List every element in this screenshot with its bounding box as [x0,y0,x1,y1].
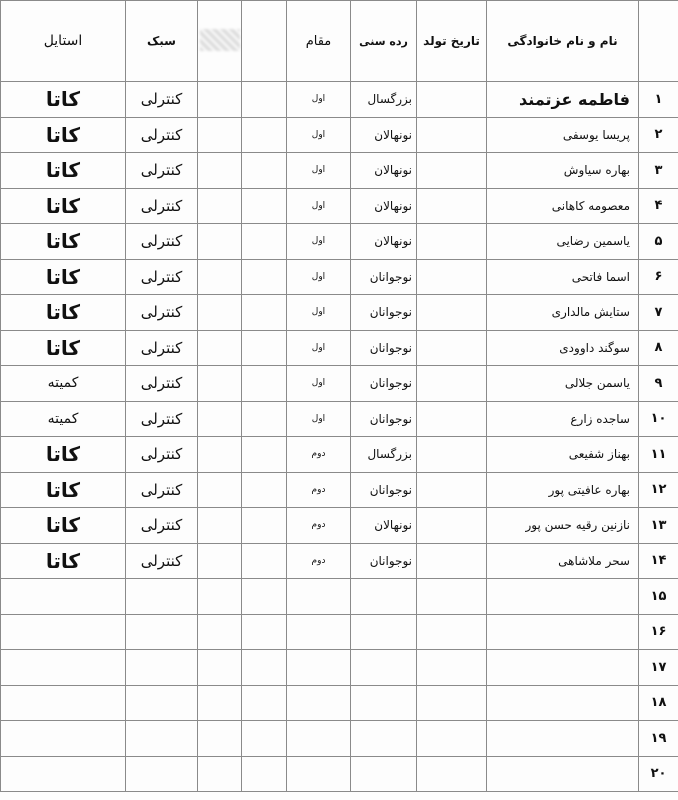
empty-cell [242,117,287,153]
full-name-cell: ستایش مالداری [487,295,639,331]
full-name-cell: بهناز شفیعی [487,437,639,473]
empty-cell [242,543,287,579]
rank-cell [287,721,351,757]
style-cell: کنترلی [126,330,198,366]
age-group-cell [351,756,417,792]
age-group-cell [351,579,417,615]
rank-cell [287,650,351,686]
empty-cell [198,472,242,508]
age-group-cell [351,721,417,757]
rank-header: مقام [287,1,351,82]
row-number-cell: ۱۷ [639,650,678,686]
full-name-cell: یاسمین رضایی [487,224,639,260]
style-cell: کنترلی [126,437,198,473]
full-name-cell: سوگند داوودی [487,330,639,366]
birth-date-cell [417,224,487,260]
table-row [1,508,678,544]
category-cell [1,756,126,792]
age-group-cell: نوجوانان [351,472,417,508]
full-name-header: نام و نام خانوادگی [487,1,639,82]
style-cell: کنترلی [126,472,198,508]
style-cell: کنترلی [126,224,198,260]
empty-cell [242,508,287,544]
age-group-cell: نوجوانان [351,401,417,437]
full-name-cell: بهاره سیاوش [487,153,639,189]
row-number-cell: ۱۹ [639,721,678,757]
birth-date-cell [417,543,487,579]
birth-date-cell [417,437,487,473]
row-number-cell: ۹ [639,366,678,402]
table-row [1,259,678,295]
row-number-cell: ۲۰ [639,756,678,792]
redacted-mark [200,29,240,51]
table-row [1,721,678,757]
birth-date-cell [417,82,487,118]
empty-cell [242,82,287,118]
rank-cell: اول [287,188,351,224]
row-number-cell: ۶ [639,259,678,295]
table-row [1,82,678,118]
birth-date-header: تاریخ تولد [417,1,487,82]
birth-date-cell [417,401,487,437]
full-name-cell: پریسا یوسفی [487,117,639,153]
empty-cell [242,295,287,331]
full-name-cell: ساجده زارع [487,401,639,437]
table-row [1,295,678,331]
age-group-cell [351,614,417,650]
category-cell [1,614,126,650]
rank-cell: دوم [287,508,351,544]
full-name-cell [487,721,639,757]
category-cell: کاتا [1,117,126,153]
full-name-cell [487,579,639,615]
row-number-cell: ۴ [639,188,678,224]
table-row [1,756,678,792]
category-cell: کاتا [1,508,126,544]
rank-cell [287,756,351,792]
empty-cell [198,756,242,792]
category-cell: کاتا [1,543,126,579]
category-cell [1,721,126,757]
age-group-cell: نونهالان [351,224,417,260]
empty-cell [198,259,242,295]
row-number-cell: ۵ [639,224,678,260]
empty-cell [198,543,242,579]
empty-cell [242,721,287,757]
table-row [1,614,678,650]
style-cell: کنترلی [126,295,198,331]
style-cell: کنترلی [126,117,198,153]
row-number-cell: ۱۶ [639,614,678,650]
row-number-cell: ۱۸ [639,685,678,721]
table-row [1,401,678,437]
rank-cell: اول [287,259,351,295]
full-name-cell [487,756,639,792]
table-row [1,117,678,153]
category-cell [1,650,126,686]
category-cell: کاتا [1,153,126,189]
empty-cell [242,330,287,366]
age-group-cell [351,685,417,721]
table-row [1,579,678,615]
rank-cell: اول [287,295,351,331]
category-cell [1,685,126,721]
birth-date-cell [417,259,487,295]
style-header: سبک [126,1,198,82]
age-group-cell: نوجوانان [351,330,417,366]
row-number-cell: ۱۵ [639,579,678,615]
rank-cell [287,579,351,615]
table-row [1,543,678,579]
empty-cell [198,437,242,473]
age-group-cell: نونهالان [351,188,417,224]
age-group-cell: نوجوانان [351,543,417,579]
style-cell: کنترلی [126,82,198,118]
birth-date-cell [417,188,487,224]
style-cell: کنترلی [126,366,198,402]
empty-cell [242,224,287,260]
empty-cell [198,650,242,686]
row-number-header [639,1,678,82]
table-body [1,82,678,792]
rank-cell: اول [287,401,351,437]
row-number-cell: ۸ [639,330,678,366]
age-group-cell: بزرگسال [351,82,417,118]
empty-cell [242,188,287,224]
table-row [1,153,678,189]
rank-cell: دوم [287,437,351,473]
style-cell: کنترلی [126,188,198,224]
style-cell: کنترلی [126,401,198,437]
age-group-cell: نوجوانان [351,259,417,295]
category-cell: کاتا [1,82,126,118]
category-cell: کمیته [1,366,126,402]
empty-cell [242,579,287,615]
empty-cell [198,117,242,153]
empty-cell [198,366,242,402]
style-cell [126,685,198,721]
empty-cell [242,685,287,721]
table-row [1,330,678,366]
category-cell: کاتا [1,330,126,366]
empty-cell [242,153,287,189]
blank-header [242,1,287,82]
full-name-cell: یاسمن جلالی [487,366,639,402]
empty-cell [242,401,287,437]
empty-cell [242,650,287,686]
row-number-cell: ۱۲ [639,472,678,508]
category-cell: کاتا [1,259,126,295]
row-number-cell: ۱۴ [639,543,678,579]
empty-cell [198,330,242,366]
empty-cell [198,579,242,615]
birth-date-cell [417,472,487,508]
age-group-cell [351,650,417,686]
style-cell [126,721,198,757]
full-name-cell [487,614,639,650]
empty-cell [242,366,287,402]
rank-cell: اول [287,224,351,260]
category-cell: کاتا [1,295,126,331]
birth-date-cell [417,117,487,153]
empty-cell [198,685,242,721]
rank-cell: اول [287,117,351,153]
age-group-cell: نونهالان [351,153,417,189]
age-group-cell: نوجوانان [351,366,417,402]
category-cell: کاتا [1,224,126,260]
empty-cell [198,188,242,224]
rank-cell: دوم [287,543,351,579]
age-group-header: رده سنی [351,1,417,82]
row-number-cell: ۱۱ [639,437,678,473]
row-number-cell: ۲ [639,117,678,153]
empty-cell [198,82,242,118]
style-cell [126,579,198,615]
style-cell [126,756,198,792]
empty-cell [198,614,242,650]
empty-cell [242,259,287,295]
table-row [1,188,678,224]
birth-date-cell [417,579,487,615]
birth-date-cell [417,508,487,544]
rank-cell: دوم [287,472,351,508]
row-number-cell: ۳ [639,153,678,189]
empty-cell [198,153,242,189]
table-row [1,366,678,402]
category-cell: کمیته [1,401,126,437]
birth-date-cell [417,330,487,366]
birth-date-cell [417,685,487,721]
rank-cell [287,614,351,650]
row-number-cell: ۱ [639,82,678,118]
full-name-cell: بهاره عافیتی پور [487,472,639,508]
birth-date-cell [417,756,487,792]
redacted-header [198,1,242,82]
empty-cell [198,721,242,757]
category-cell: کاتا [1,188,126,224]
full-name-cell: فاطمه عزتمند [487,82,639,118]
age-group-cell: نوجوانان [351,295,417,331]
table-row [1,437,678,473]
rank-cell: اول [287,330,351,366]
empty-cell [198,295,242,331]
empty-cell [198,224,242,260]
table-row [1,650,678,686]
birth-date-cell [417,721,487,757]
birth-date-cell [417,366,487,402]
full-name-cell: نازنین رقیه حسن پور [487,508,639,544]
category-header: استایل [1,1,126,82]
full-name-cell [487,685,639,721]
age-group-cell: نونهالان [351,508,417,544]
category-cell: کاتا [1,437,126,473]
full-name-cell: معصومه کاهانی [487,188,639,224]
row-number-cell: ۱۰ [639,401,678,437]
category-cell [1,579,126,615]
style-cell: کنترلی [126,153,198,189]
rank-cell: اول [287,153,351,189]
empty-cell [242,614,287,650]
table-row [1,685,678,721]
style-cell: کنترلی [126,259,198,295]
birth-date-cell [417,153,487,189]
row-number-cell: ۱۳ [639,508,678,544]
style-cell: کنترلی [126,508,198,544]
style-cell: کنترلی [126,543,198,579]
age-group-cell: نونهالان [351,117,417,153]
rank-cell: اول [287,366,351,402]
rank-cell: اول [287,82,351,118]
table-row [1,224,678,260]
style-cell [126,614,198,650]
birth-date-cell [417,295,487,331]
empty-cell [198,401,242,437]
empty-cell [198,508,242,544]
category-cell: کاتا [1,472,126,508]
birth-date-cell [417,614,487,650]
empty-cell [242,756,287,792]
row-number-cell: ۷ [639,295,678,331]
table-row [1,472,678,508]
full-name-cell: سحر ملاشاهی [487,543,639,579]
empty-cell [242,472,287,508]
full-name-cell: اسما فاتحی [487,259,639,295]
full-name-cell [487,650,639,686]
empty-cell [242,437,287,473]
rank-cell [287,685,351,721]
style-cell [126,650,198,686]
birth-date-cell [417,650,487,686]
header-row [1,1,678,82]
age-group-cell: بزرگسال [351,437,417,473]
